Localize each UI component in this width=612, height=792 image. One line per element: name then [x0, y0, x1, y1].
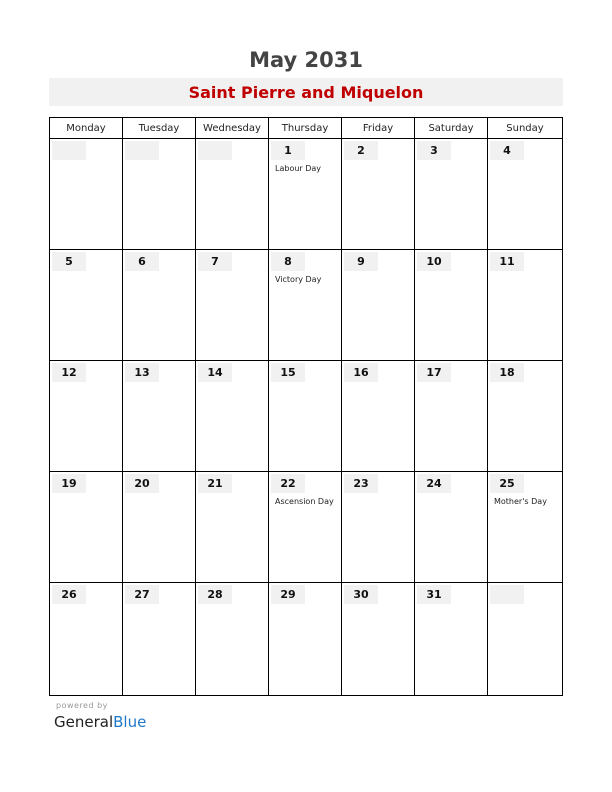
- holiday-label: Victory Day: [275, 275, 322, 284]
- day-number: 11: [490, 252, 524, 271]
- day-number: [52, 141, 86, 160]
- day-number: 22: [271, 474, 305, 493]
- day-cell: [50, 361, 123, 472]
- day-number: 28: [198, 585, 232, 604]
- powered-by-label: powered by: [56, 701, 108, 710]
- country-banner: [49, 78, 563, 106]
- day-number: 23: [344, 474, 378, 493]
- generalblue-logo: [54, 713, 146, 731]
- day-cell: [50, 139, 123, 250]
- day-number: 26: [52, 585, 86, 604]
- day-number: 31: [417, 585, 451, 604]
- holiday-label: Labour Day: [275, 164, 322, 173]
- day-cell: [50, 472, 123, 583]
- day-cell: [196, 139, 269, 250]
- weekday-header-saturday: Saturday: [415, 118, 488, 139]
- day-number: 2: [344, 141, 378, 160]
- page-title: May 2031: [249, 48, 363, 72]
- logo-blue-text: Blue: [113, 713, 147, 731]
- day-cell: [123, 583, 196, 695]
- weekday-header-monday: Monday: [50, 118, 123, 139]
- day-cell: [50, 250, 123, 361]
- logo-general-text: General: [54, 713, 114, 731]
- weekday-header-friday: Friday: [342, 118, 415, 139]
- day-number: 30: [344, 585, 378, 604]
- day-cell: [415, 472, 488, 583]
- day-cell: [415, 139, 488, 250]
- day-number: 12: [52, 363, 86, 382]
- day-number: [198, 141, 232, 160]
- day-cell: [196, 250, 269, 361]
- day-number: 29: [271, 585, 305, 604]
- day-number: 15: [271, 363, 305, 382]
- day-cell: [196, 361, 269, 472]
- day-number: 14: [198, 363, 232, 382]
- day-number: 25: [490, 474, 524, 493]
- day-number: 7: [198, 252, 232, 271]
- day-number: 18: [490, 363, 524, 382]
- day-number: [490, 585, 524, 604]
- weekday-header-thursday: Thursday: [269, 118, 342, 139]
- day-number: 1: [271, 141, 305, 160]
- day-cell: [269, 472, 342, 583]
- day-number: 21: [198, 474, 232, 493]
- day-number: [125, 141, 159, 160]
- day-cell: [488, 583, 562, 695]
- day-cell: [415, 250, 488, 361]
- day-number: 13: [125, 363, 159, 382]
- calendar-grid: [49, 117, 563, 696]
- day-number: 4: [490, 141, 524, 160]
- day-cell: [342, 472, 415, 583]
- day-number: 6: [125, 252, 159, 271]
- day-number: 24: [417, 474, 451, 493]
- day-cell: [488, 472, 562, 583]
- weekday-header-wednesday: Wednesday: [196, 118, 269, 139]
- day-number: 8: [271, 252, 305, 271]
- day-cell: [342, 583, 415, 695]
- holiday-label: Mother's Day: [494, 497, 547, 506]
- day-cell: [415, 583, 488, 695]
- day-cell: [123, 139, 196, 250]
- day-cell: [342, 250, 415, 361]
- day-number: 10: [417, 252, 451, 271]
- day-cell: [269, 139, 342, 250]
- day-number: 19: [52, 474, 86, 493]
- day-number: 16: [344, 363, 378, 382]
- day-number: 17: [417, 363, 451, 382]
- day-cell: [488, 139, 562, 250]
- country-name: Saint Pierre and Miquelon: [188, 83, 424, 102]
- day-cell: [123, 361, 196, 472]
- day-cell: [415, 361, 488, 472]
- day-cell: [269, 361, 342, 472]
- day-cell: [196, 472, 269, 583]
- day-number: 27: [125, 585, 159, 604]
- holiday-label: Ascension Day: [275, 497, 334, 506]
- day-cell: [488, 361, 562, 472]
- weekday-header-sunday: Sunday: [488, 118, 562, 139]
- day-number: 9: [344, 252, 378, 271]
- day-cell: [196, 583, 269, 695]
- day-number: 5: [52, 252, 86, 271]
- day-cell: [342, 139, 415, 250]
- day-number: 20: [125, 474, 159, 493]
- day-cell: [269, 583, 342, 695]
- day-cell: [123, 250, 196, 361]
- day-number: 3: [417, 141, 451, 160]
- day-cell: [488, 250, 562, 361]
- day-cell: [269, 250, 342, 361]
- weekday-header-tuesday: Tuesday: [123, 118, 196, 139]
- day-cell: [342, 361, 415, 472]
- day-cell: [123, 472, 196, 583]
- day-cell: [50, 583, 123, 695]
